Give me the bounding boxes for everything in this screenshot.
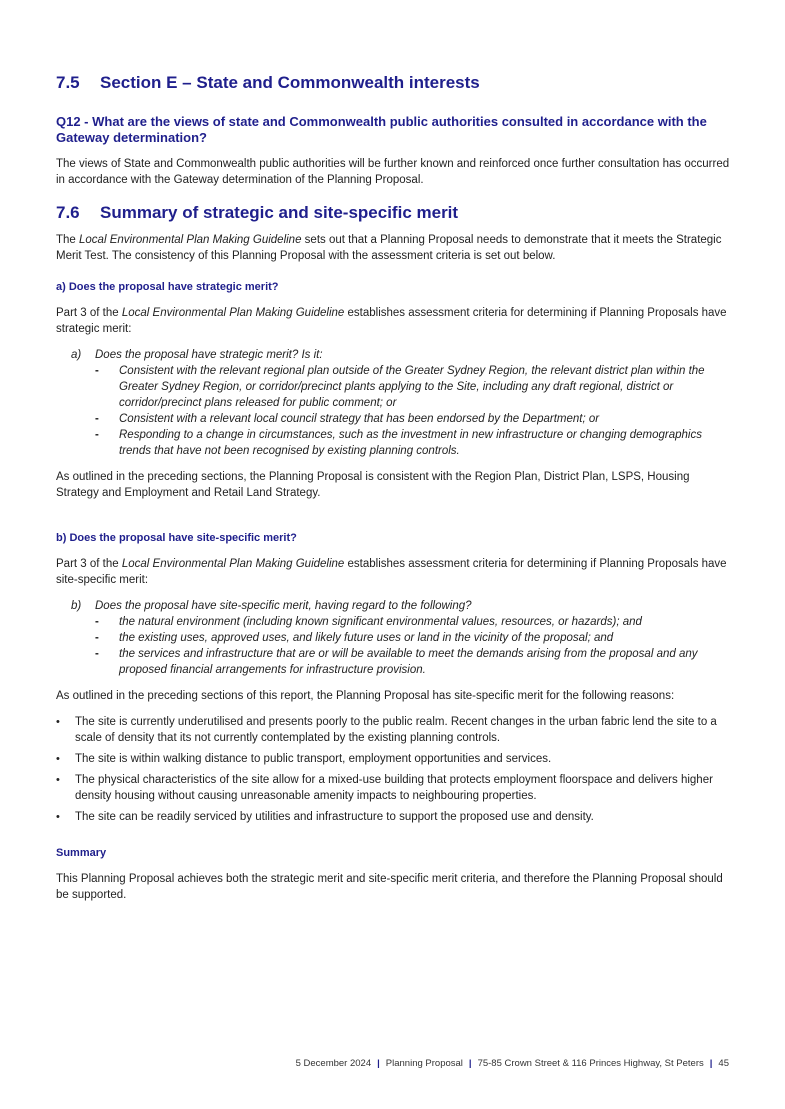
footer-separator: | [468, 1058, 472, 1069]
question-text: Does the proposal have site-specific merit, having regard to the following? [95, 600, 472, 612]
footer-date: 5 December 2024 [295, 1058, 372, 1069]
page-footer [296, 1058, 729, 1069]
list-item: - Consistent with the relevant regional plan outside of the Greater Sydney Region, the relevant district plan within the Greater Sydney Region, or corridor/precinct plants applying to the Site, including any draft regional, district or corridor/precinct plans released for public comment; or [95, 365, 705, 409]
footer-separator: | [709, 1058, 713, 1069]
list-item: - the existing uses, approved uses, and likely future uses or land in the vicinity of the proposal; and [95, 632, 614, 644]
strategic-merit-question [71, 347, 732, 459]
site-criteria-list [95, 614, 732, 678]
strategic-merit-outro: As outlined in the preceding sections, the Planning Proposal is consistent with the Region Plan, District Plan, LSPS, Housing Strategy and Employment and Retail Land Strategy. [56, 471, 690, 499]
site-merit-outro: As outlined in the preceding sections of this report, the Planning Proposal has site-specific merit for the following reasons: [56, 690, 675, 702]
page-number: 45 [718, 1058, 729, 1069]
strategic-merit-intro: Part 3 of the Local Environmental Plan Making Guideline establishes assessment criteria for determining if Planning Proposals have strategic merit: [56, 307, 727, 335]
list-item: - the services and infrastructure that are or will be available to meet the demands arising from the proposal and any proposed financial arrangements for infrastructure provision. [95, 648, 698, 676]
section-7-5-heading [56, 72, 732, 94]
question-letter: a) [71, 349, 82, 361]
reasons-list [56, 714, 732, 825]
question-q12: Q12 - What are the views of state and Commonwealth public authorities consulted in accordance with the Gateway determination? [56, 114, 707, 145]
site-merit-question [71, 598, 732, 678]
footer-separator: | [377, 1058, 380, 1069]
site-merit-intro: Part 3 of the Local Environmental Plan Making Guideline establishes assessment criteria for determining if Planning Proposals have site-specific merit: [56, 558, 727, 586]
list-item: • The site is within walking distance to public transport, employment opportunities and services. [56, 753, 552, 765]
list-item: - the natural environment (including known significant environmental values, resources, or hazards); and [95, 616, 642, 628]
question-text: Does the proposal have strategic merit? Is it: [95, 349, 323, 361]
page-content [56, 72, 732, 903]
question-letter: b) [71, 600, 82, 612]
list-item: • The physical characteristics of the site allow for a mixed-use building that protects employment floorspace and delivers higher density housing without causing unreasonable amenity impacts to neighbouring properties. [56, 774, 713, 802]
section-title: Section E – State and Commonwealth interests [100, 73, 480, 92]
section-number: 7.6 [56, 203, 80, 222]
list-item: • The site can be readily serviced by utilities and infrastructure to support the proposed use and density. [56, 811, 594, 823]
summary-heading: Summary [56, 847, 107, 859]
section-7-6-heading [56, 202, 732, 224]
list-item: - Consistent with a relevant local council strategy that has been endorsed by the Department; or [95, 413, 600, 425]
list-item: - Responding to a change in circumstances, such as the investment in new infrastructure or changing demographics trends that have not been recognised by existing planning controls. [95, 429, 702, 457]
section-number: 7.5 [56, 73, 80, 92]
site-merit-heading: b) Does the proposal have site-specific merit? [56, 532, 297, 544]
section-title: Summary of strategic and site-specific merit [100, 203, 459, 222]
summary-text: This Planning Proposal achieves both the strategic merit and site-specific merit criteria, and therefore the Planning Proposal should be supported. [56, 873, 723, 901]
section-7-6-intro: The Local Environmental Plan Making Guideline sets out that a Planning Proposal needs to demonstrate that it meets the Strategic Merit Test. The consistency of this Planning Proposal with the assessment criteria is set out below. [56, 234, 722, 262]
strategic-criteria-list [95, 363, 732, 459]
footer-doc-title: Planning Proposal [385, 1058, 463, 1069]
list-item: • The site is currently underutilised and presents poorly to the public realm. Recent changes in the urban fabric lend the site to a scale of density that its not currently contemplated by the existing planning controls. [56, 716, 717, 744]
q12-answer: The views of State and Commonwealth public authorities will be further known and reinforced once further consultation has occurred in accordance with the Gateway determination of the Planning Proposal. [56, 158, 730, 186]
strategic-merit-heading: a) Does the proposal have strategic merit? [56, 281, 279, 293]
footer-address: 75-85 Crown Street & 116 Princes Highway, St Peters [477, 1058, 704, 1069]
